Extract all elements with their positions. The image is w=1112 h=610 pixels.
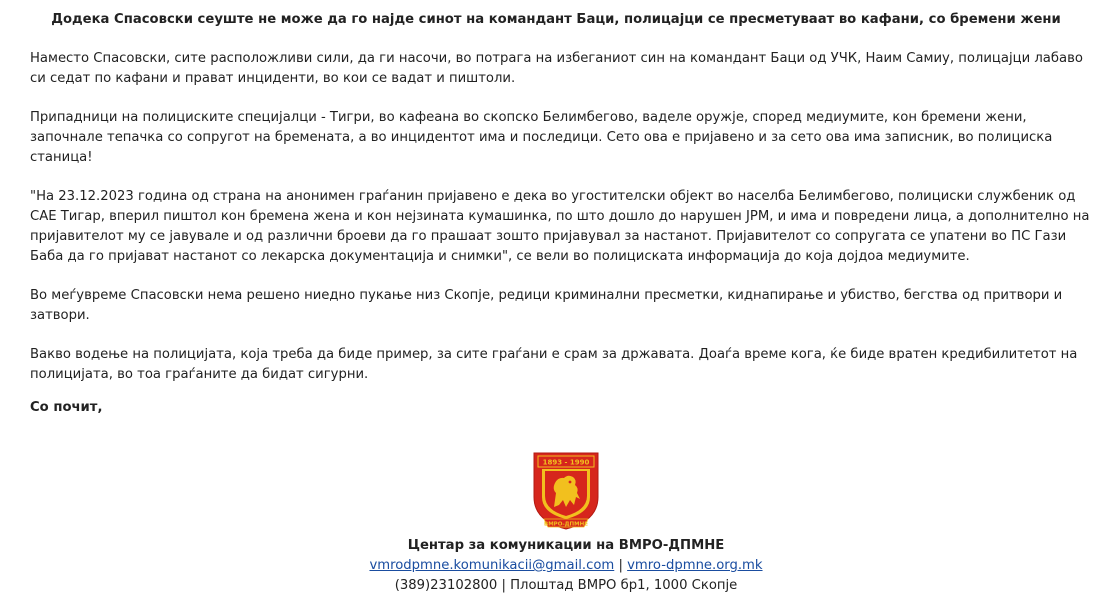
paragraph-4: Во меѓувреме Спасовски нема решено ниедно пукање низ Скопје, редици криминални пресметки, киднапирање и убиство, бегства од притвори и затвори. [30, 288, 1063, 323]
lion-crest-icon [530, 447, 602, 531]
headline: Додека Спасовски сеуште не може да го најде синот на командант Баци, полицајци се пресметуваат во кафани, со бремени жени [51, 12, 1061, 27]
paragraph-5: Вакво водење на полицијата, која треба да биде пример, за сите граѓани е срам за државата. Доаѓа време кога, ќе биде вратен кредибилитетот на полицијата, во тоа граѓаните да бидат сигурни. [30, 347, 1078, 382]
contact-line [0, 556, 1112, 576]
logo-bottom-text: ВМРО-ДПМНЕ [544, 521, 588, 528]
paragraph-1: Наместо Спасовски, сите расположливи сили, да ги насочи, во потрага на избеганиот син на командант Баци од УЧК, Наим Самиу, полицајци лабаво си седат по кафани и прават инциденти, во кои се вадат и пиштоли. [30, 51, 1083, 86]
signoff: Со почит, [30, 400, 103, 415]
article-body [30, 49, 1090, 404]
website-link[interactable]: vmro-dpmne.org.mk [627, 558, 763, 573]
org-name: Центар за комуникации на ВМРО-ДПМНЕ [407, 538, 725, 553]
paragraph-3: "На 23.12.2023 година од страна на анонимен граѓанин пријавено е дека во угостителски објект во населба Белимбегово, полициски службеник од САЕ Тигар, вперил пиштол кон бремена жена и кон нејзината кумашинка, по што дошло до нарушен ЈРМ, и има и повредени лица, а дополнително на пријавителот му се јавувале и од различни броеви да го прашаат зошто пријавувал за настанот. Пријавителот со сопругата се упатени во ПС Гази Баба да го пријават настанот со лекарска документација и снимки", се вели во полициската информација до која дојдоа медиумите. [30, 189, 1090, 264]
email-link[interactable]: vmrodpmne.komunikacii@gmail.com [369, 558, 615, 573]
paragraph-2: Припадници на полициските специјалци - Тигри, во кафеана во скопско Белимбегово, ваделе оружје, според медиумите, кон бремени жени, започнале тепачка со сопругот на бремената, а во инцидентот има и последици. Сето ова е пријавено и за сето ова има записник, во полициска станица! [30, 110, 1053, 165]
signature-footer [0, 536, 1112, 596]
address-line: (389)23102800 | Плоштад ВМРО бр1, 1000 Скопје [394, 578, 738, 593]
vmro-dpmne-logo [530, 447, 602, 531]
contact-separator: | [618, 558, 623, 573]
logo-top-text: 1893 - 1990 [542, 458, 590, 467]
